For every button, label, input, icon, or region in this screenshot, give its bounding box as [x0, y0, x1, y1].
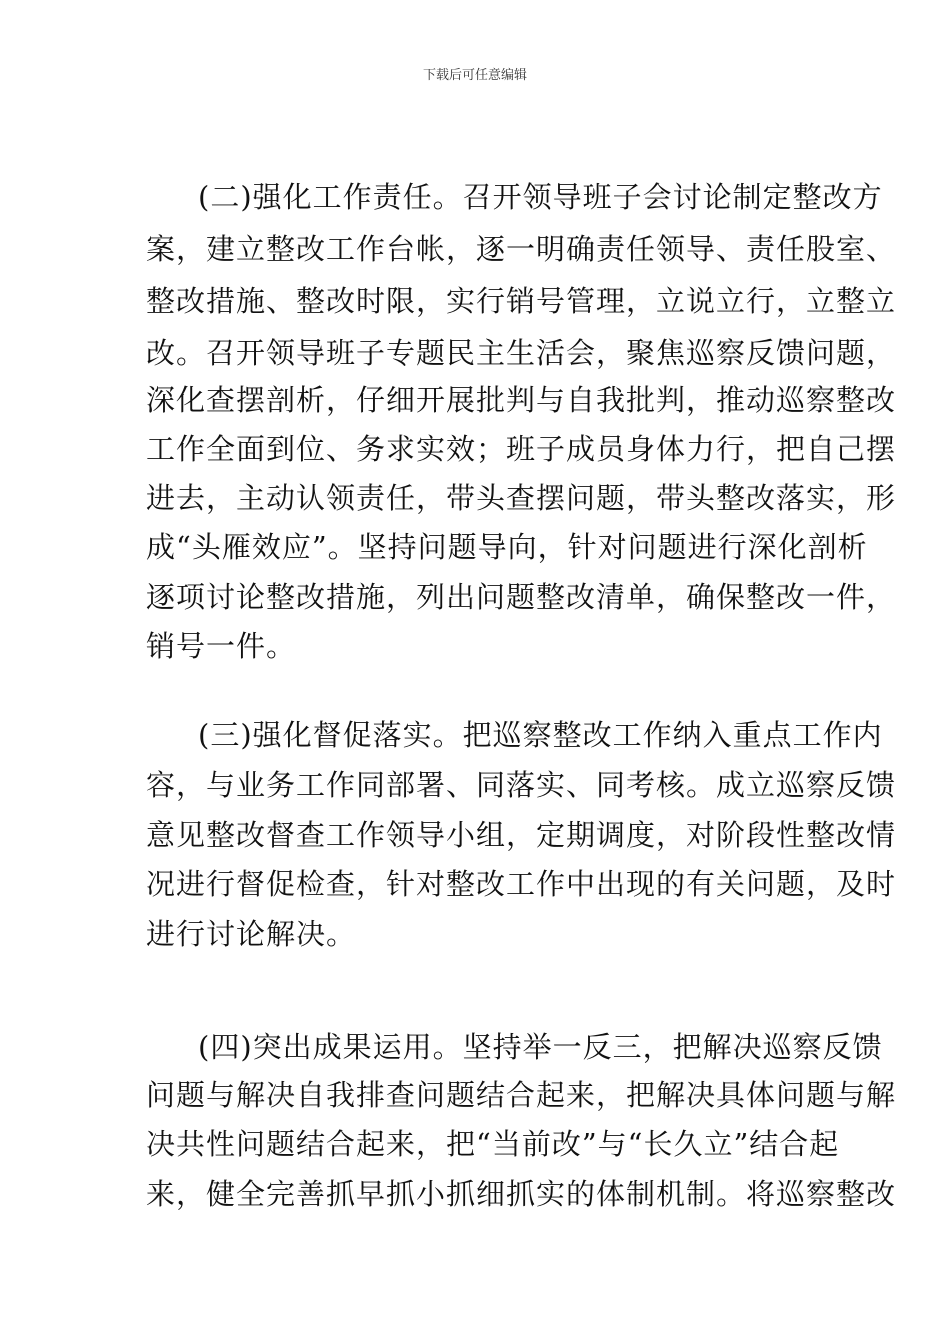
paragraph-3-line-4: 况进行督促检查，针对整改工作中出现的有关问题，及时 [146, 867, 897, 901]
paragraph-2-line-9: 逐项讨论整改措施，列出问题整改清单，确保整改一件， [146, 580, 897, 614]
paragraph-3-line-2: 容，与业务工作同部署、同落实、同考核。成立巡察反馈 [146, 768, 897, 802]
paragraph-2-line-4: 改。召开领导班子专题民主生活会，聚焦巡察反馈问题， [146, 336, 897, 370]
header-note: 下载后可任意编辑 [422, 68, 527, 83]
paragraph-2-line-7: 进去，主动认领责任，带头查摆问题，带头整改落实，形 [146, 481, 897, 515]
paragraph-2-line-5: 深化查摆剖析，仔细开展批判与自我批判，推动巡察整改 [146, 383, 897, 417]
paragraph-4-line-3: 决共性问题结合起来，把“当前改”与“长久立”结合起 [146, 1127, 840, 1161]
paragraph-4-line-1: (四)突出成果运用。坚持举一反三，把解决巡察反馈 [198, 1030, 883, 1064]
paragraph-2-line-1: (二)强化工作责任。召开领导班子会讨论制定整改方 [198, 180, 883, 214]
paragraph-2-line-6: 工作全面到位、务求实效；班子成员身体力行，把自己摆 [146, 432, 897, 466]
paragraph-2-line-10: 销号一件。 [146, 629, 297, 663]
paragraph-4-line-2: 问题与解决自我排查问题结合起来，把解决具体问题与解 [146, 1078, 897, 1112]
paragraph-2-line-3: 整改措施、整改时限，实行销号管理，立说立行，立整立 [146, 284, 897, 318]
paragraph-3-line-5: 进行讨论解决。 [146, 917, 357, 951]
paragraph-3-line-3: 意见整改督查工作领导小组，定期调度，对阶段性整改情 [146, 818, 897, 852]
paragraph-2-line-8: 成“头雁效应”。坚持问题导向，针对问题进行深化剖析 [146, 530, 868, 564]
paragraph-4-line-4: 来，健全完善抓早抓小抓细抓实的体制机制。将巡察整改 [146, 1177, 897, 1211]
paragraph-3-line-1: (三)强化督促落实。把巡察整改工作纳入重点工作内 [198, 718, 883, 752]
paragraph-2-line-2: 案，建立整改工作台帐，逐一明确责任领导、责任股室、 [146, 232, 897, 266]
